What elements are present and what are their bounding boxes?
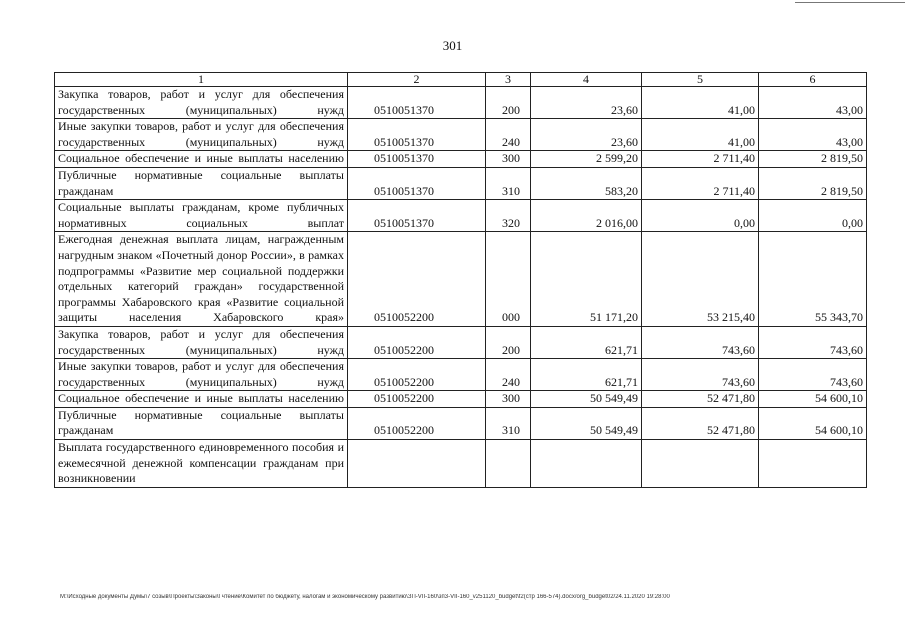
row-vr-code: 320 [486,200,531,232]
row-name: Ежегодная денежная выплата лицам, награжденным нагрудным знаком «Почетный донор России», в рамках подпрограммы «Развитие мер социальной поддержки отдельных категорий граждан» государственной программы Хабаровского края «Развитие социальной защиты населения Хабаровского края» [55,232,348,327]
row-amount-2023: 2 819,50 [759,151,867,168]
table-row [55,440,867,488]
row-amount-2021: 23,60 [531,119,642,151]
header-cell-3: 3 [486,73,531,87]
row-vr-code: 000 [486,232,531,327]
row-amount-2023: 54 600,10 [759,391,867,408]
row-csr-code: 0510051370 [348,87,486,119]
row-vr-code: 310 [486,407,531,439]
row-amount-2023 [759,440,867,488]
table-row [55,87,867,119]
row-amount-2022: 53 215,40 [642,232,759,327]
table-row [55,359,867,391]
header-cell-5: 5 [642,73,759,87]
row-csr-code: 0510052200 [348,359,486,391]
row-csr-code: 0510051370 [348,200,486,232]
row-csr-code: 0510051370 [348,119,486,151]
row-name: Публичные нормативные социальные выплаты гражданам [55,167,348,199]
header-cell-6: 6 [759,73,867,87]
row-vr-code: 200 [486,87,531,119]
row-amount-2023: 43,00 [759,119,867,151]
row-amount-2023: 743,60 [759,326,867,358]
row-amount-2022: 41,00 [642,119,759,151]
row-vr-code: 200 [486,326,531,358]
row-vr-code [486,440,531,488]
table-row [55,167,867,199]
table-row [55,119,867,151]
row-vr-code: 240 [486,359,531,391]
row-name: Иные закупки товаров, работ и услуг для обеспечения государственных (муниципальных) нужд [55,359,348,391]
top-rule-line [795,2,905,3]
header-cell-4: 4 [531,73,642,87]
row-amount-2023: 0,00 [759,200,867,232]
row-amount-2023: 43,00 [759,87,867,119]
row-amount-2022: 2 711,40 [642,151,759,168]
table-header-row [55,73,867,87]
row-vr-code: 300 [486,391,531,408]
row-amount-2022: 52 471,80 [642,407,759,439]
row-csr-code: 0510051370 [348,151,486,168]
row-vr-code: 300 [486,151,531,168]
row-amount-2021: 2 599,20 [531,151,642,168]
table-row [55,391,867,408]
row-csr-code: 0510052200 [348,407,486,439]
row-name: Социальное обеспечение и иные выплаты населению [55,151,348,168]
row-vr-code: 310 [486,167,531,199]
row-amount-2021: 50 549,49 [531,391,642,408]
row-vr-code: 240 [486,119,531,151]
row-amount-2021: 583,20 [531,167,642,199]
row-amount-2022: 41,00 [642,87,759,119]
row-amount-2023: 55 343,70 [759,232,867,327]
row-csr-code: 0510052200 [348,391,486,408]
row-name: Закупка товаров, работ и услуг для обеспечения государственных (муниципальных) нужд [55,87,348,119]
table-row [55,200,867,232]
row-csr-code: 0510052200 [348,232,486,327]
row-amount-2021: 621,71 [531,359,642,391]
page-number: 301 [442,38,463,53]
row-amount-2022: 743,60 [642,359,759,391]
row-amount-2021: 621,71 [531,326,642,358]
header-cell-1: 1 [55,73,348,87]
footer-file-path: M:\Исходные документы Думы\7 созыв\Проекты\Законы\I чтение\Комитет по бюджету, налогам и экономическому развитию\ЗП-VII-160\зп3-VII-160_v251120_budget\f2(стр 166-574).docx/org_budget02/24.11.2020 19:28:00 [60,594,670,600]
table-row [55,232,867,327]
row-name: Социальные выплаты гражданам, кроме публичных нормативных социальных выплат [55,200,348,232]
row-csr-code [348,440,486,488]
row-amount-2023: 2 819,50 [759,167,867,199]
table-row [55,407,867,439]
row-name: Иные закупки товаров, работ и услуг для обеспечения государственных (муниципальных) нужд [55,119,348,151]
row-amount-2021: 50 549,49 [531,407,642,439]
row-amount-2022 [642,440,759,488]
row-amount-2021 [531,440,642,488]
budget-table [54,72,867,488]
row-name: Социальное обеспечение и иные выплаты населению [55,391,348,408]
row-csr-code: 0510052200 [348,326,486,358]
row-name: Публичные нормативные социальные выплаты гражданам [55,407,348,439]
table-row [55,151,867,168]
table-row [55,326,867,358]
row-amount-2023: 54 600,10 [759,407,867,439]
row-name: Выплата государственного единовременного пособия и ежемесячной денежной компенсации гражданам при возникновении [55,440,348,488]
row-amount-2022: 743,60 [642,326,759,358]
row-name: Закупка товаров, работ и услуг для обеспечения государственных (муниципальных) нужд [55,326,348,358]
row-csr-code: 0510051370 [348,167,486,199]
row-amount-2023: 743,60 [759,359,867,391]
row-amount-2022: 52 471,80 [642,391,759,408]
row-amount-2022: 2 711,40 [642,167,759,199]
row-amount-2021: 2 016,00 [531,200,642,232]
row-amount-2021: 51 171,20 [531,232,642,327]
row-amount-2022: 0,00 [642,200,759,232]
header-cell-2: 2 [348,73,486,87]
row-amount-2021: 23,60 [531,87,642,119]
